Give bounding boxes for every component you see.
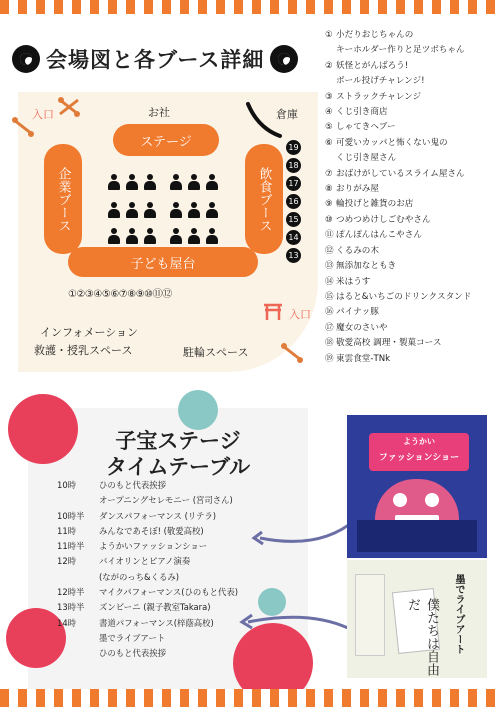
booth-list-item xyxy=(325,167,495,182)
mitsudomoe-icon xyxy=(12,45,40,73)
person-icon xyxy=(206,174,218,190)
booth-number-badge: 15 xyxy=(286,212,301,227)
timetable-time: 13時半 xyxy=(57,602,85,613)
booth-number-badge: 14 xyxy=(286,230,301,245)
live-art-poster: 僕たちは自由だ 墨でライブアート xyxy=(347,560,487,678)
timetable-event: ダンスパフォーマンス (リテラ) xyxy=(99,510,217,521)
booth-name: おりがみ屋 xyxy=(336,184,379,195)
booth-list-item xyxy=(325,352,495,367)
booth-number: ⑨ xyxy=(325,199,333,210)
person-icon xyxy=(170,228,182,244)
kids-booth-numbers: ①②③④⑤⑥⑦⑧⑨⑩⑪⑫ xyxy=(68,289,172,300)
booth-list-item xyxy=(325,182,495,197)
flower-decoration xyxy=(178,390,218,430)
timetable-event: ひのもと代表挨拶 xyxy=(99,648,166,659)
booth-number-badge: 13 xyxy=(286,248,301,263)
booth-name: 小だりおじちゃんの xyxy=(336,30,414,40)
booth-number: ⑲ xyxy=(325,353,334,364)
timetable-time: 11時半 xyxy=(57,541,85,552)
booth-name: パイナッ豚 xyxy=(336,307,379,318)
person-icon xyxy=(188,228,200,244)
timetable-row xyxy=(53,646,313,661)
timetable-time: 11時 xyxy=(57,525,77,536)
booth-list-item xyxy=(325,321,495,336)
booth-number: ② xyxy=(325,60,333,71)
warehouse-wall-icon xyxy=(244,100,284,140)
booth-list-item xyxy=(325,43,495,58)
booth-list-item xyxy=(325,336,495,351)
timetable-event: オープニングセレモニー (宮司さん) xyxy=(99,495,233,506)
person-icon xyxy=(170,202,182,218)
torii-icon xyxy=(262,300,284,322)
booth-name: くるみの木 xyxy=(336,245,379,256)
booth-number-badge: 17 xyxy=(286,176,301,191)
person-icon xyxy=(108,228,120,244)
booth-name: くじ引き屋さん xyxy=(336,153,397,164)
booth-list-item xyxy=(325,244,495,259)
booth-list xyxy=(325,28,495,367)
page-title: 会場図と各ブース詳細 xyxy=(12,42,312,76)
timetable-time xyxy=(53,493,99,508)
booth-number: ④ xyxy=(325,107,333,118)
booth-list-item xyxy=(325,213,495,228)
timetable-row xyxy=(53,478,313,493)
booth-list-item xyxy=(325,74,495,89)
timetable-time: 10時 xyxy=(57,480,77,490)
timetable-title: 子宝ステージ タイムテーブル xyxy=(105,428,251,479)
person-icon xyxy=(144,202,156,218)
booth-list-item xyxy=(325,59,495,74)
bike-parking-label: 駐輪スペース xyxy=(183,346,249,359)
booth-name: ストラックチャレンジ xyxy=(336,91,422,102)
person-icon xyxy=(108,202,120,218)
booth-name: キーホルダー作りと足ツボちゃん xyxy=(336,45,465,56)
timetable-time xyxy=(53,631,99,646)
booth-list-item xyxy=(325,120,495,135)
booth-name: 魔女のさいや xyxy=(336,322,388,333)
top-border xyxy=(0,0,500,14)
booth-list-item xyxy=(325,90,495,105)
person-icon xyxy=(126,174,138,190)
booth-name: くじ引き商店 xyxy=(336,107,388,118)
person-icon xyxy=(188,202,200,218)
booth-number: ⑦ xyxy=(325,168,333,179)
stage-area: ステージ xyxy=(113,124,219,156)
booth-name: ぽんぽんはんこやさん xyxy=(336,230,422,241)
person-icon xyxy=(144,174,156,190)
arrow-icon xyxy=(250,510,360,550)
booth-number: ⑤ xyxy=(325,122,333,133)
timetable-event: みんなであそぼ! (敬愛高校) xyxy=(99,525,204,536)
booth-number: ⑬ xyxy=(325,261,334,272)
yokai-fashion-poster: ようかい ファッションショー xyxy=(347,415,487,558)
corporate-booth-area: 企業ブース xyxy=(44,144,82,254)
booth-number: ⑱ xyxy=(325,338,334,349)
booth-number: ⑭ xyxy=(325,276,334,287)
booth-number: ⑯ xyxy=(325,307,334,318)
timetable-event: 書道パフォーマンス(梓蔭高校) xyxy=(99,617,214,628)
timetable-card xyxy=(28,408,308,692)
arrow-icon xyxy=(238,610,353,640)
entrance-label: 入口 xyxy=(289,308,311,321)
person-icon xyxy=(108,174,120,190)
booth-number: ⑥ xyxy=(325,137,333,148)
first-aid-label: 救護・授乳スペース xyxy=(34,344,133,357)
booth-name: ボール投げチャレンジ! xyxy=(336,76,425,87)
bottom-border xyxy=(0,689,500,707)
booth-number: ① xyxy=(325,30,333,40)
booth-list-item xyxy=(325,305,495,320)
timetable-event: ようかいファッションショー xyxy=(99,541,208,552)
booth-name: はると&いちごのドリンクスタンド xyxy=(336,291,472,302)
booth-number: ⑧ xyxy=(325,184,333,195)
booth-number-badge: 18 xyxy=(286,158,301,173)
booth-name: 米はうす xyxy=(336,276,371,287)
timetable-event: ひのもと代表挨拶 xyxy=(99,480,166,490)
booth-list-item xyxy=(325,105,495,120)
timetable-event: バイオリンとピアノ演奏 xyxy=(99,556,191,567)
booth-number: ③ xyxy=(325,91,333,102)
booth-name: 可愛いカッパと怖くない鬼の xyxy=(336,137,448,148)
timetable-time xyxy=(53,646,99,661)
timetable-event: (ながのっち&くるみ) xyxy=(99,571,179,582)
timetable-time: 12時半 xyxy=(57,587,85,598)
booth-name: おばけがしているスライム屋さん xyxy=(336,168,465,179)
gate-icon xyxy=(281,342,303,364)
food-booth-area: 飲食ブース xyxy=(245,144,283,254)
person-icon xyxy=(206,202,218,218)
booth-list-item xyxy=(325,28,495,43)
booth-name: 無添加なともき xyxy=(336,261,397,272)
food-booth-numbers xyxy=(286,140,306,266)
booth-number: ⑪ xyxy=(325,230,334,241)
booth-list-item xyxy=(325,275,495,290)
timetable-row xyxy=(53,554,313,569)
booth-list-item xyxy=(325,290,495,305)
entrance-label: 入口 xyxy=(32,108,54,121)
booth-list-item xyxy=(325,259,495,274)
mitsudomoe-icon xyxy=(270,45,298,73)
booth-list-item xyxy=(325,228,495,243)
person-icon xyxy=(206,228,218,244)
booth-number: ⑰ xyxy=(325,322,334,333)
person-icon xyxy=(126,228,138,244)
kids-stall-area: 子ども屋台 xyxy=(68,247,258,277)
booth-number-badge: 19 xyxy=(286,140,301,155)
person-icon xyxy=(188,174,200,190)
person-icon xyxy=(126,202,138,218)
timetable-event: 墨でライブアート xyxy=(99,632,166,643)
person-icon xyxy=(170,174,182,190)
timetable-event: ズンビーニ (親子教室Takara) xyxy=(99,602,211,613)
timetable-time xyxy=(53,570,99,585)
booth-name: 輪投げと雑貨のお店 xyxy=(336,199,414,210)
timetable-time: 12時 xyxy=(57,556,77,567)
timetable-row xyxy=(53,493,313,508)
gate-icon xyxy=(12,116,34,138)
person-icon xyxy=(144,228,156,244)
booth-name: 妖怪とがんばろう! xyxy=(336,60,409,71)
booth-list-item xyxy=(325,197,495,212)
info-label: インフォメーション xyxy=(40,326,139,339)
booth-name: 東雲食堂-TNk xyxy=(336,353,391,364)
booth-number: ⑮ xyxy=(325,291,334,302)
timetable-row xyxy=(53,570,313,585)
venue-map xyxy=(18,92,318,372)
booth-name: しゃてきヘブー xyxy=(336,122,396,133)
booth-name: つめつめけしごむやさん xyxy=(336,214,431,225)
booth-number: ⑩ xyxy=(325,214,333,225)
booth-number-badge: 16 xyxy=(286,194,301,209)
gate-icon xyxy=(58,96,80,118)
shrine-label: お社 xyxy=(148,106,170,119)
booth-name: 敬愛高校 調理・製菓コース xyxy=(336,338,442,349)
timetable-row xyxy=(53,585,313,600)
timetable-event: マイクパフォーマンス(ひのもと代表) xyxy=(99,587,239,598)
warehouse-label: 倉庫 xyxy=(276,108,298,121)
booth-list-item xyxy=(325,151,495,166)
booth-number: ⑫ xyxy=(325,245,334,256)
timetable-time: 14時 xyxy=(57,617,77,628)
booth-list-item xyxy=(325,136,495,151)
timetable-time: 10時半 xyxy=(57,510,85,521)
